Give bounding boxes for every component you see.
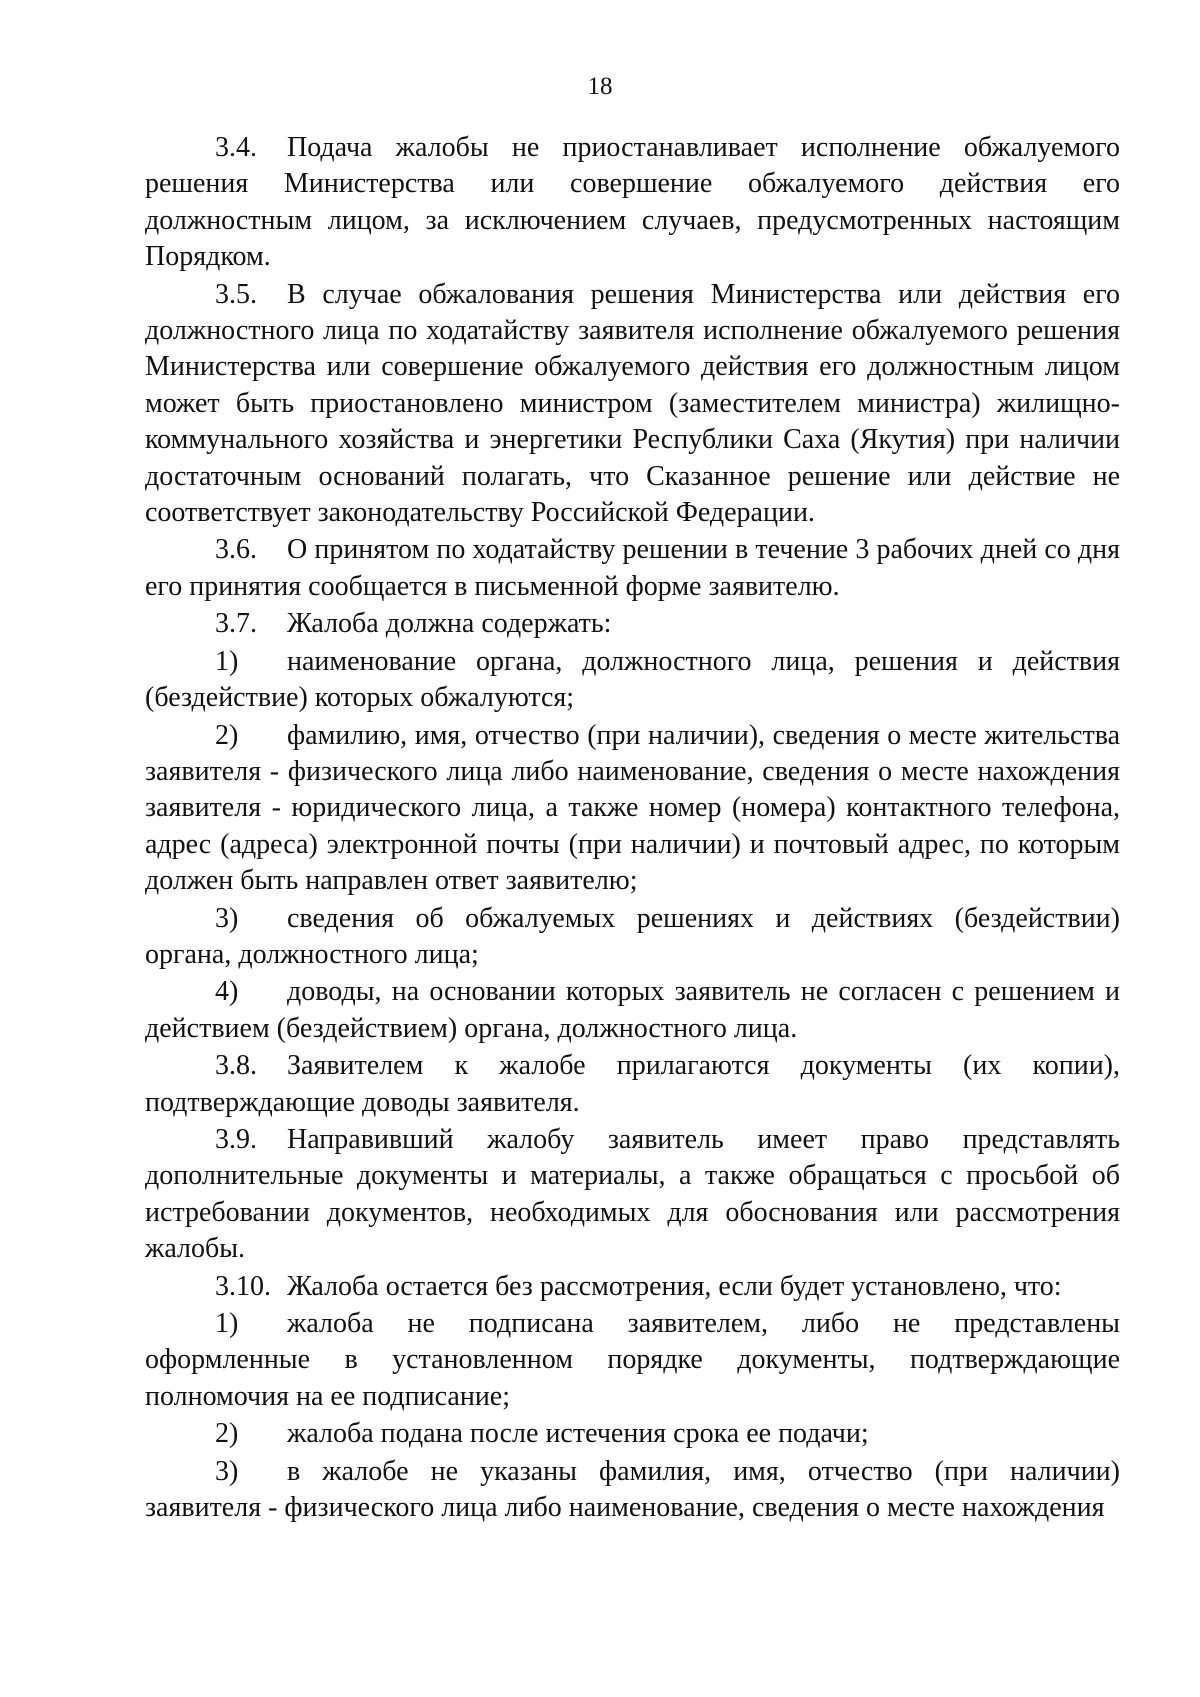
paragraph-number: 3.4.: [215, 132, 257, 163]
paragraph-text: Подача жалобы не приостанавливает исполнение обжалуемого решения Министерства или совершение обжалуемого действия его должностным лицом, за исключением случаев, предусмотренных настоящим Порядком.: [145, 132, 1120, 273]
paragraph-3-9: [145, 1122, 1120, 1268]
list-item-number: 3): [215, 1455, 239, 1487]
list-item-number: 2): [215, 719, 239, 751]
list-item-text: в жалобе не указаны фамилия, имя, отчество (при наличии) заявителя - физического лица либо наименование, сведения о месте нахождения: [145, 1455, 1120, 1524]
paragraph-3-6: [145, 532, 1120, 605]
paragraph-3-4: [145, 130, 1120, 276]
list-item-text: жалоба не подписана заявителем, либо не представлены оформленные в установленном порядке документы, подтверждающие полномочия на ее подписание;: [145, 1308, 1120, 1412]
list-item-number: 4): [215, 976, 239, 1008]
paragraph-number: 3.9.: [215, 1123, 257, 1155]
list-item-text: фамилию, имя, отчество (при наличии), сведения о месте жительства заявителя - физического лица либо наименование, сведения о месте нахождения заявителя - юридического лица, а также номер (номера) контактного телефона, адрес (адреса) электронной почты (при наличии) и почтовый адрес, по которым должен быть направлен ответ заявителю;: [145, 719, 1120, 897]
document-body: [145, 130, 1120, 1527]
list-item-3-10-3: [145, 1454, 1120, 1527]
list-item-number: 1): [215, 1308, 239, 1339]
paragraph-text: В случае обжалования решения Министерства или действия его должностного лица по ходатайству заявителя исполнение обжалуемого решения Министерства или совершение обжалуемого действия его должностным лицом может быть приостановлено министром (заместителем министра) жилищно- коммунального хозяйства и энергетики Республики Саха (Якутия) при наличии достаточным оснований полагать, что Сказанное решение или действие не соответствует законодательству Российской Федерации.: [145, 278, 1120, 529]
list-item-number: 2): [215, 1418, 239, 1450]
paragraph-text: Заявителем к жалобе прилагаются документы (их копии), подтверждающие доводы заявителя.: [145, 1050, 1120, 1118]
list-item-3-10-2: [145, 1416, 1120, 1452]
paragraph-text: О принятом по ходатайству решении в течение 3 рабочих дней со дня его принятия сообщается в письменной форме заявителю.: [145, 534, 1120, 602]
list-item-3-7-2: [145, 718, 1120, 900]
list-item-3-7-4: [145, 974, 1120, 1047]
list-item-number: 1): [215, 645, 239, 677]
paragraph-text: Жалоба должна содержать:: [287, 608, 612, 640]
list-item-text: жалоба подана после истечения срока ее подачи;: [287, 1418, 869, 1450]
list-item-text: наименование органа, должностного лица, решения и действия (бездействие) которых обжалуются;: [145, 645, 1120, 714]
paragraph-3-10: [145, 1269, 1120, 1305]
paragraph-number: 3.7.: [215, 608, 257, 640]
list-item-number: 3): [215, 902, 239, 934]
list-item-3-7-1: [145, 644, 1120, 717]
paragraph-3-7: [145, 606, 1120, 642]
list-item-text: сведения об обжалуемых решениях и действиях (бездействии) органа, должностного лица;: [145, 902, 1120, 970]
paragraph-text: Жалоба остается без рассмотрения, если будет установлено, что:: [287, 1270, 1062, 1302]
page-number: 18: [587, 73, 613, 100]
paragraph-number: 3.10.: [215, 1270, 271, 1302]
paragraph-3-8: [145, 1048, 1120, 1121]
list-item-text: доводы, на основании которых заявитель не согласен с решением и действием (бездействием) органа, должностного лица.: [145, 976, 1120, 1044]
paragraph-number: 3.5.: [215, 278, 257, 310]
list-item-3-10-1: [145, 1306, 1120, 1415]
paragraph-number: 3.6.: [215, 534, 257, 566]
paragraph-number: 3.8.: [215, 1050, 257, 1082]
paragraph-3-5: [145, 277, 1120, 532]
paragraph-text: Направивший жалобу заявитель имеет право представлять дополнительные документы и материалы, а также обращаться с просьбой об истребовании документов, необходимых для обоснования или рассмотрения жалобы.: [145, 1123, 1120, 1265]
list-item-3-7-3: [145, 901, 1120, 974]
